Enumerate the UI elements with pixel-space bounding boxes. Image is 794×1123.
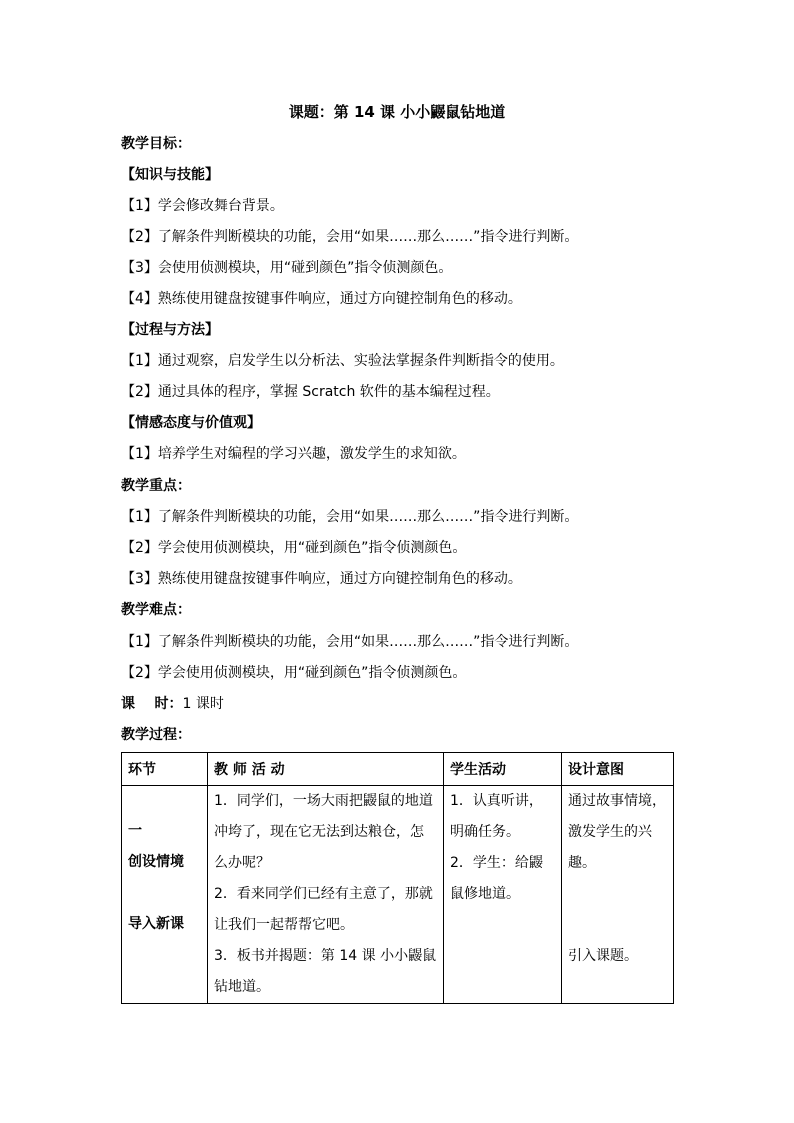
- class-hours-label: 课 时：: [121, 696, 183, 712]
- difficult-point-item: 【1】了解条件判断模块的功能，会用“如果……那么……”指令进行判断。: [121, 634, 579, 650]
- key-points-heading: 教学重点：: [121, 478, 191, 494]
- class-hours: [121, 694, 224, 714]
- header-stage: 环节: [122, 753, 208, 786]
- difficult-point-item: 【2】学会使用侦测模块，用“碰到颜色”指令侦测颜色。: [121, 665, 467, 681]
- header-design-intent: 设计意图: [562, 753, 674, 786]
- class-hours-value: 1 课时: [182, 696, 224, 712]
- header-teacher-activity: 教 师 活 动: [208, 753, 444, 786]
- emotion-item: 【1】培养学生对编程的学习兴趣，激发学生的求知欲。: [121, 446, 466, 462]
- stage-cell: [122, 786, 208, 1004]
- process-method-heading: 【过程与方法】: [121, 322, 219, 338]
- knowledge-item: 【1】学会修改舞台背景。: [121, 198, 284, 214]
- teaching-process-table: [121, 752, 674, 1004]
- process-method-item: 【2】通过具体的程序，掌握 Scratch 软件的基本编程过程。: [121, 384, 500, 400]
- knowledge-item: 【2】了解条件判断模块的功能，会用“如果……那么……”指令进行判断。: [121, 229, 579, 245]
- design-intent-item: 引入课题。: [568, 948, 638, 964]
- emotion-heading: 【情感态度与价值观】: [121, 415, 261, 431]
- stage-line: 创设情境: [128, 854, 184, 870]
- table-header-row: [122, 753, 674, 786]
- student-activity-cell: [444, 786, 562, 1004]
- student-activity-item: 2．学生：给鼹鼠修地道。: [450, 855, 543, 902]
- key-point-item: 【1】了解条件判断模块的功能，会用“如果……那么……”指令进行判断。: [121, 509, 579, 525]
- stage-line: 导入新课: [128, 916, 184, 932]
- table-row: [122, 786, 674, 1004]
- stage-number: 一: [128, 823, 142, 839]
- difficult-points-heading: 教学难点：: [121, 602, 191, 618]
- header-student-activity: 学生活动: [444, 753, 562, 786]
- objectives-heading: 教学目标：: [121, 136, 191, 152]
- student-activity-item: 1．认真听讲，明确任务。: [450, 793, 543, 840]
- process-method-item: 【1】通过观察，启发学生以分析法、实验法掌握条件判断指令的使用。: [121, 353, 564, 369]
- knowledge-item: 【3】会使用侦测模块，用“碰到颜色”指令侦测颜色。: [121, 260, 453, 276]
- lesson-title: 课题：第 14 课 小小鼹鼠钻地道: [288, 103, 506, 121]
- teacher-activity-cell: [208, 786, 444, 1004]
- design-intent-item: 通过故事情境，激发学生的兴趣。: [568, 793, 666, 871]
- teacher-activity-item: 1．同学们，一场大雨把鼹鼠的地道冲垮了，现在它无法到达粮仓，怎么办呢？: [214, 793, 433, 871]
- teacher-activity-item: 3．板书并揭题：第 14 课 小小鼹鼠钻地道。: [214, 948, 437, 995]
- process-heading: 教学过程：: [121, 727, 191, 743]
- knowledge-item: 【4】熟练使用键盘按键事件响应，通过方向键控制角色的移动。: [121, 291, 522, 307]
- knowledge-heading: 【知识与技能】: [121, 167, 219, 183]
- teacher-activity-item: 2．看来同学们已经有主意了，那就让我们一起帮帮它吧。: [214, 886, 433, 933]
- key-point-item: 【3】熟练使用键盘按键事件响应，通过方向键控制角色的移动。: [121, 571, 522, 587]
- design-intent-cell: [562, 786, 674, 1004]
- key-point-item: 【2】学会使用侦测模块，用“碰到颜色”指令侦测颜色。: [121, 540, 467, 556]
